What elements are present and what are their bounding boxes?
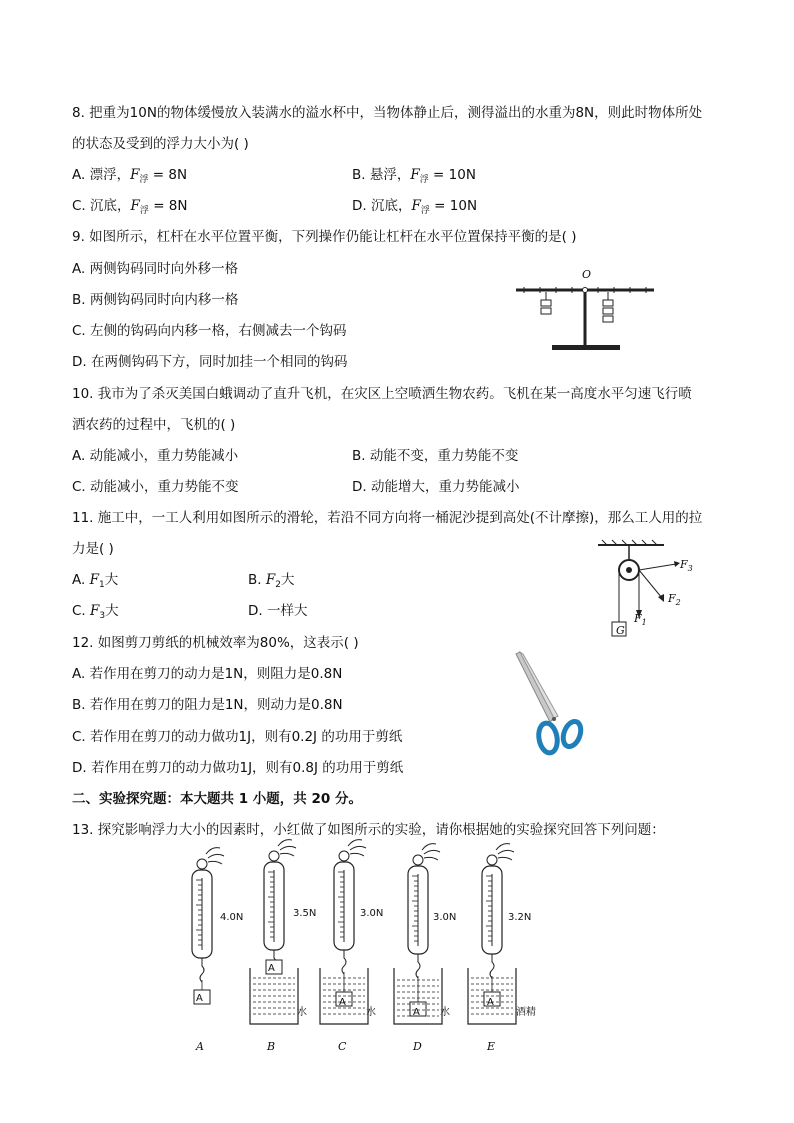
q9-stem: 9. 如图所示，杠杆在水平位置平衡，下列操作仍能让杠杆在水平位置保持平衡的是( ) <box>72 229 577 245</box>
q11-stem-line1: 11. 施工中，一工人利用如图所示的滑轮，若沿不同方向将一桶泥沙提到高处(不计摩擦)，那么工人用的拉 <box>72 510 703 526</box>
label-d: D <box>413 1040 422 1053</box>
q10-option-a[interactable]: A. 动能减小，重力势能减小 <box>72 448 239 464</box>
q11-option-b[interactable]: B. $F_2$大 <box>248 572 295 590</box>
q11-option-c[interactable]: C. $F_3$大 <box>72 603 119 621</box>
q9-option-a[interactable]: A. 两侧钩码同时向外移一格 <box>72 261 239 277</box>
q12-option-d[interactable]: D. 若作用在剪刀的动力做功1J，则有0.8J 的功用于剪纸 <box>72 760 404 776</box>
reading-d: 3.0N <box>433 912 457 923</box>
block-b: A <box>268 963 275 974</box>
spring-scale-b <box>250 840 298 1024</box>
q12-option-c[interactable]: C. 若作用在剪刀的动力做功1J，则有0.2J 的功用于剪纸 <box>72 729 403 745</box>
block-d: A <box>413 1007 420 1018</box>
q8-option-a[interactable]: A. 漂浮，$F_浮 = 8N$ <box>72 167 188 185</box>
label-e: E <box>487 1040 496 1053</box>
liquid-b: 水 <box>297 1007 307 1018</box>
reading-c: 3.0N <box>360 908 384 919</box>
q10-option-d[interactable]: D. 动能增大，重力势能减小 <box>352 479 520 495</box>
liquid-c: 水 <box>366 1007 376 1018</box>
liquid-d: 水 <box>440 1007 450 1018</box>
pulley-figure <box>598 540 708 640</box>
spring-scale-a <box>192 848 224 1004</box>
q8-option-d[interactable]: D. 沉底，$F_浮 = 10N$ <box>352 198 478 216</box>
q10-option-c[interactable]: C. 动能减小，重力势能不变 <box>72 479 239 495</box>
lever-pivot-label: O <box>582 268 592 281</box>
block-a: A <box>196 993 203 1004</box>
q10-option-b[interactable]: B. 动能不变，重力势能不变 <box>352 448 519 464</box>
q13-stem: 13. 探究影响浮力大小的因素时，小红做了如图所示的实验，请你根据她的实验探究回答下列问题： <box>72 822 665 838</box>
q9-option-b[interactable]: B. 两侧钩码同时向内移一格 <box>72 292 239 308</box>
q10-stem-line2: 洒农药的过程中，飞机的( ) <box>72 417 236 433</box>
reading-a: 4.0N <box>220 912 244 923</box>
pulley-weight-label: G <box>616 624 625 637</box>
label-b: B <box>267 1040 276 1053</box>
q12-stem: 12. 如图剪刀剪纸的机械效率为80%，这表示( ) <box>72 635 359 651</box>
reading-e: 3.2N <box>508 912 532 923</box>
block-c: A <box>339 997 346 1008</box>
label-a: A <box>196 1040 204 1053</box>
scissors-figure <box>510 650 590 760</box>
q11-option-a[interactable]: A. $F_1$大 <box>72 572 119 590</box>
q8-option-b[interactable]: B. 悬浮，$F_浮 = 10N$ <box>352 167 476 185</box>
buoyancy-experiment-figure <box>160 840 580 1060</box>
reading-b: 3.5N <box>293 908 317 919</box>
pulley-f1-label: $F_1$ <box>634 612 647 627</box>
q8-stem-line2: 的状态及受到的浮力大小为( ) <box>72 136 249 152</box>
q8-option-c[interactable]: C. 沉底，$F_浮 = 8N$ <box>72 198 188 216</box>
liquid-e: 酒精 <box>516 1007 536 1018</box>
pulley-f2-label: $F_2$ <box>668 592 681 607</box>
q12-option-a[interactable]: A. 若作用在剪刀的动力是1N，则阻力是0.8N <box>72 666 343 682</box>
q11-stem-line2: 力是( ) <box>72 541 114 557</box>
label-c: C <box>338 1040 347 1053</box>
q11-option-d[interactable]: D. 一样大 <box>248 603 308 619</box>
q9-option-d[interactable]: D. 在两侧钩码下方，同时加挂一个相同的钩码 <box>72 354 348 370</box>
q9-option-c[interactable]: C. 左侧的钩码向内移一格，右侧减去一个钩码 <box>72 323 347 339</box>
q10-stem-line1: 10. 我市为了杀灭美国白蛾调动了直升飞机，在灾区上空喷洒生物农药。飞机在某一高度水平匀速飞行喷 <box>72 386 692 402</box>
lever-figure <box>510 270 660 360</box>
q12-option-b[interactable]: B. 若作用在剪刀的阻力是1N，则动力是0.8N <box>72 697 343 713</box>
q8-stem-line1: 8. 把重为10N的物体缓慢放入装满水的溢水杯中，当物体静止后，测得溢出的水重为8N，则此时物体所处 <box>72 105 703 121</box>
pulley-f3-label: $F_3$ <box>680 558 693 573</box>
section-2-heading: 二、实验探究题：本大题共 1 小题，共 20 分。 <box>72 791 362 807</box>
spring-scale-d <box>394 844 442 1024</box>
block-e: A <box>487 997 494 1008</box>
